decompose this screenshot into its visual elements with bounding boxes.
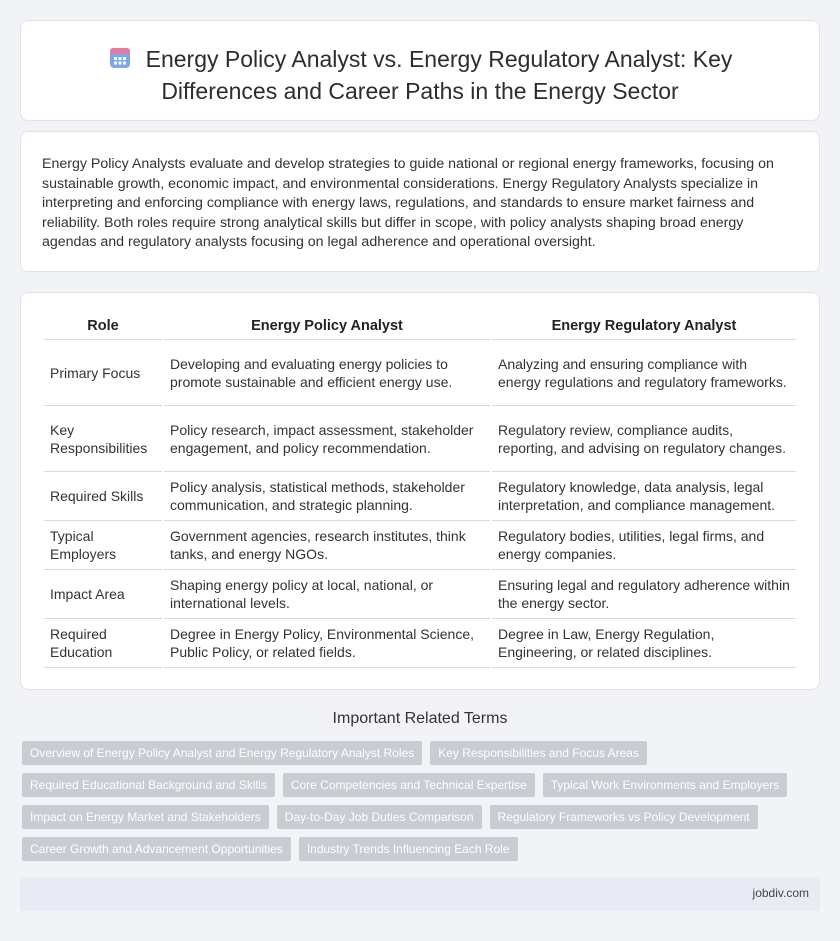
related-term-tag[interactable]: Typical Work Environments and Employers xyxy=(543,773,788,797)
footer-site-link[interactable]: jobdiv.com xyxy=(752,886,809,900)
row-label: Required Education xyxy=(44,619,162,668)
table-row xyxy=(44,340,796,406)
related-term-tag[interactable]: Industry Trends Influencing Each Role xyxy=(299,837,518,861)
policy-cell: Policy research, impact assessment, stakeholder engagement, and policy recommendation. xyxy=(164,406,490,472)
footer xyxy=(20,877,820,911)
policy-cell: Policy analysis, statistical methods, stakeholder communication, and strategic planning. xyxy=(164,472,490,521)
related-term-tag[interactable]: Key Responsibilities and Focus Areas xyxy=(430,741,647,765)
regulatory-cell: Regulatory review, compliance audits, reporting, and advising on regulatory changes. xyxy=(492,406,796,472)
comparison-table xyxy=(42,315,798,668)
related-term-tag[interactable]: Required Educational Background and Skills xyxy=(22,773,275,797)
page-title: Energy Policy Analyst vs. Energy Regulatory Analyst: Key Differences and Career Paths in the Energy Sector xyxy=(145,46,733,104)
document-icon xyxy=(108,46,132,77)
table-row xyxy=(44,472,796,521)
related-terms-title: Important Related Terms xyxy=(332,710,508,727)
related-term-tag[interactable]: Regulatory Frameworks vs Policy Development xyxy=(490,805,758,829)
table-row xyxy=(44,570,796,619)
policy-cell: Government agencies, research institutes, think tanks, and energy NGOs. xyxy=(164,521,490,570)
row-label: Impact Area xyxy=(44,570,162,619)
table-row xyxy=(44,406,796,472)
table-header-row xyxy=(44,315,796,340)
intro-paragraph: Energy Policy Analysts evaluate and develop strategies to guide national or regional energy frameworks, focusing on sustainable growth, economic impact, and environmental considerations. Energy Regulatory Analysts specialize in interpreting and enforcing compliance with energy laws, regulations, and standards to ensure market fairness and reliability. Both roles require strong analytical skills but differ in scope, with policy analysts shaping broad energy agendas and regulatory analysts focusing on legal adherence and operational oversight. xyxy=(42,156,774,251)
row-label: Required Skills xyxy=(44,472,162,521)
policy-cell: Degree in Energy Policy, Environmental Science, Public Policy, or related fields. xyxy=(164,619,490,668)
regulatory-cell: Analyzing and ensuring compliance with energy regulations and regulatory frameworks. xyxy=(492,340,796,406)
comparison-table-card xyxy=(20,292,820,690)
policy-cell: Developing and evaluating energy policies to promote sustainable and efficient energy use. xyxy=(164,340,490,406)
related-term-tag[interactable]: Overview of Energy Policy Analyst and Energy Regulatory Analyst Roles xyxy=(22,741,422,765)
header-regulatory-analyst: Energy Regulatory Analyst xyxy=(492,315,796,340)
policy-cell: Shaping energy policy at local, national, or international levels. xyxy=(164,570,490,619)
related-terms-list xyxy=(22,741,812,861)
related-term-tag[interactable]: Core Competencies and Technical Expertise xyxy=(283,773,535,797)
table-row xyxy=(44,619,796,668)
intro-card xyxy=(20,131,820,272)
regulatory-cell: Regulatory bodies, utilities, legal firms, and energy companies. xyxy=(492,521,796,570)
page-title-wrap xyxy=(21,45,819,106)
row-label: Key Responsibilities xyxy=(44,406,162,472)
regulatory-cell: Degree in Law, Energy Regulation, Engineering, or related disciplines. xyxy=(492,619,796,668)
regulatory-cell: Ensuring legal and regulatory adherence within the energy sector. xyxy=(492,570,796,619)
table-row xyxy=(44,521,796,570)
row-label: Primary Focus xyxy=(44,340,162,406)
regulatory-cell: Regulatory knowledge, data analysis, legal interpretation, and compliance management. xyxy=(492,472,796,521)
header-role: Role xyxy=(44,315,162,340)
header-policy-analyst: Energy Policy Analyst xyxy=(164,315,490,340)
related-term-tag[interactable]: Career Growth and Advancement Opportunities xyxy=(22,837,291,861)
related-term-tag[interactable]: Impact on Energy Market and Stakeholders xyxy=(22,805,269,829)
title-card xyxy=(20,20,820,121)
row-label: Typical Employers xyxy=(44,521,162,570)
related-term-tag[interactable]: Day-to-Day Job Duties Comparison xyxy=(277,805,482,829)
